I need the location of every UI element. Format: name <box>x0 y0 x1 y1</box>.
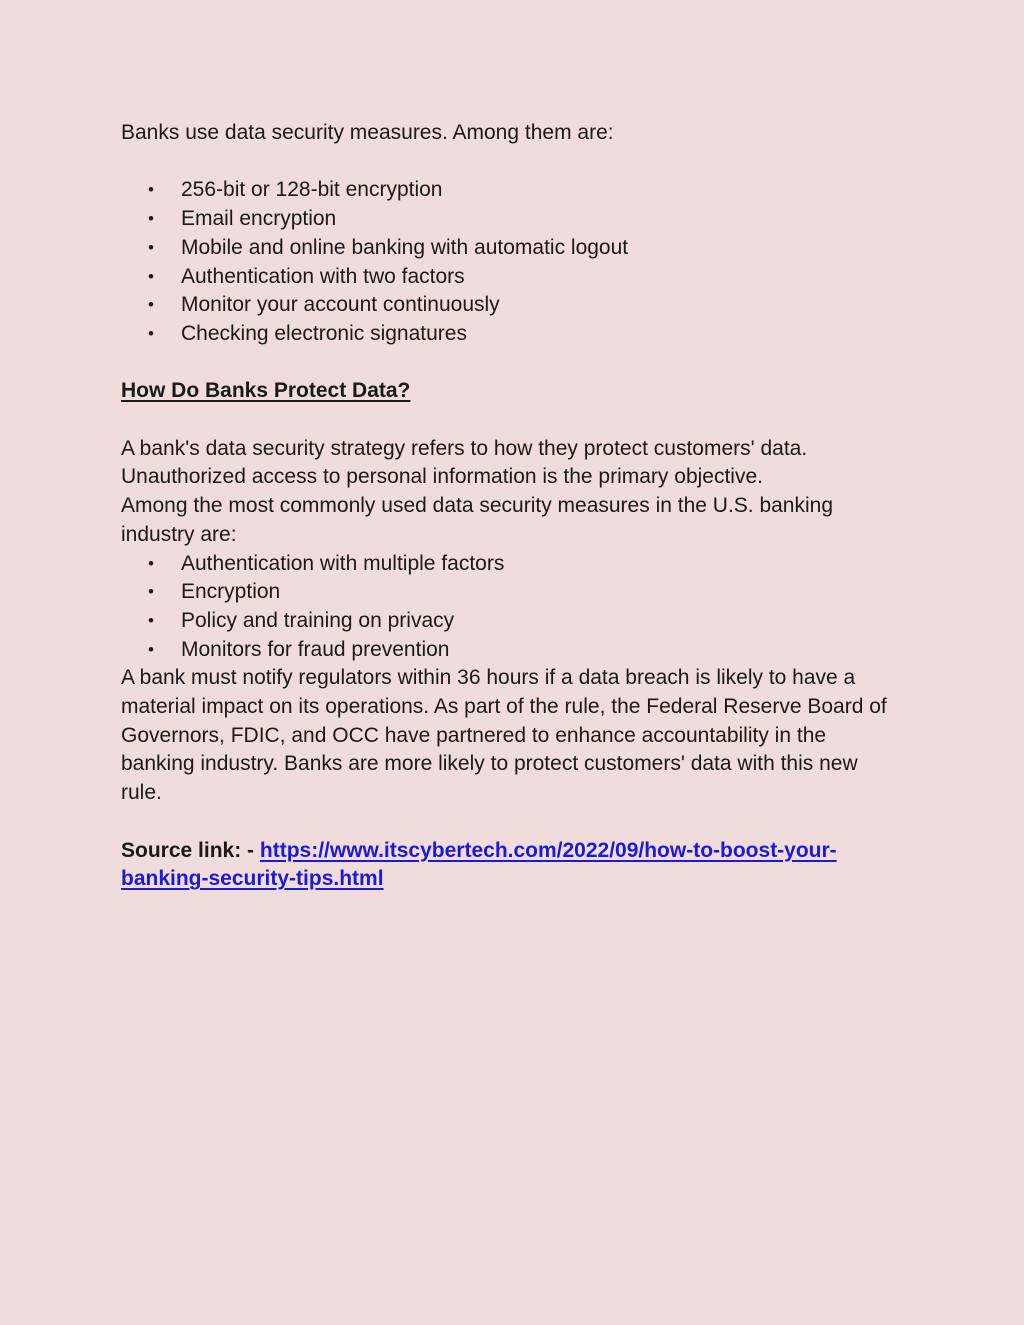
list-item: • Monitors for fraud prevention <box>121 636 901 665</box>
source-link[interactable]: https://www.itscybertech.com/2022/09/how-to-boost-your-banking-security-tips.html <box>121 838 837 891</box>
list-item: • 256-bit or 128-bit encryption <box>121 176 901 205</box>
intro-paragraph: Banks use data security measures. Among them are: <box>121 121 614 144</box>
list-item: • Mobile and online banking with automatic logout <box>121 234 901 263</box>
source-label: Source link: - <box>121 838 255 862</box>
section-heading: How Do Banks Protect Data? <box>121 379 411 403</box>
document-page <box>121 119 901 894</box>
common-measures-list <box>121 550 901 665</box>
common-measures-paragraph: Among the most commonly used data security measures in the U.S. banking industry are: <box>121 494 834 546</box>
list-item: • Authentication with two factors <box>121 263 901 292</box>
list-item: • Authentication with multiple factors <box>121 550 901 579</box>
strategy-paragraph: A bank's data security strategy refers to how they protect customers' data. Unauthorized access to personal information is the primary objective. <box>121 436 808 489</box>
list-item: • Checking electronic signatures <box>121 320 901 349</box>
spacer <box>121 808 901 837</box>
spacer <box>121 148 901 177</box>
list-item: • Policy and training on privacy <box>121 607 901 636</box>
rule-paragraph: A bank must notify regulators within 36 hours if a data breach is likely to have a material impact on its operations. As part of the rule, the Federal Reserve Board of Governors, FDIC, and OCC have partnered to enhance accountability in the banking industry. Banks are more likely to protect customers' data with this new rule. <box>121 666 887 805</box>
list-item: • Monitor your account continuously <box>121 291 901 320</box>
spacer <box>121 349 901 378</box>
list-item: • Encryption <box>121 578 901 607</box>
source-line <box>121 837 901 894</box>
list-item: • Email encryption <box>121 205 901 234</box>
spacer <box>121 406 901 435</box>
security-measures-list <box>121 176 901 348</box>
